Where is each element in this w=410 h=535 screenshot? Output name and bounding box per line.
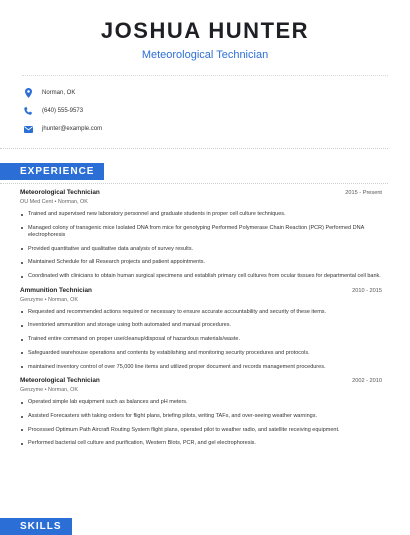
bullet-item: Operated simple lab equipment such as balances and pH meters.: [20, 399, 382, 406]
contact-location: [22, 84, 388, 102]
job-employer-line: [20, 297, 382, 303]
separator-dot: •: [52, 199, 58, 205]
location-text: Norman, OK: [42, 90, 76, 96]
job-title: Meteorological Technician: [20, 377, 100, 385]
contact-phone: [22, 102, 388, 120]
job-header: [20, 287, 382, 294]
location-pin-icon: [23, 88, 33, 98]
job-title: Meteorological Technician: [20, 189, 100, 196]
phone-icon: [23, 106, 33, 116]
bullet-item: Assisted Forecasters with taking orders for flight plans, briefing pilots, writing TAFs, and over-seeing weather warnings.: [20, 413, 382, 420]
job-header: [20, 189, 382, 196]
section-header-skills: SKILLS: [0, 518, 72, 535]
job-employer-line: [20, 199, 382, 205]
candidate-title: Meteorological Technician: [141, 49, 269, 61]
bullet-item: Inventoried ammunition and storage using both automated and manual procedures.: [20, 322, 382, 329]
job-dates: 2015 - Present: [345, 190, 382, 196]
email-text: jhunter@example.com: [42, 126, 103, 132]
section-divider: [0, 183, 388, 184]
email-icon: [23, 124, 33, 134]
bullet-item: Provided quantitative and qualitative data analysis of survey results.: [20, 246, 382, 253]
separator-dot: •: [43, 296, 48, 303]
bullet-item: maintained inventory control of over 75,000 line items and utilized proper document and records management procedures.: [20, 364, 382, 371]
job-dates: 2010 - 2015: [352, 287, 382, 294]
job-location: Norman, OK: [57, 199, 88, 205]
candidate-name: JOSHUA HUNTER: [100, 18, 310, 43]
resume-header: [0, 0, 410, 61]
job-employer: Genzyme: [20, 296, 44, 303]
job-employer: OU Med Cent: [20, 199, 53, 205]
job-entry: [20, 377, 382, 447]
bullet-item: Performed bacterial cell culture and purification, Western Blots, PCR, and gel electrophoresis.: [20, 440, 382, 447]
job-header: [20, 377, 382, 384]
bullet-item: Processed Optimum Path Aircraft Routing System flight plans, operated pilot to weather radio, and satellite receiving equipment.: [20, 427, 382, 434]
job-entry: [20, 189, 382, 280]
bullet-item: Managed colony of transgenic mice Isolated DNA from mice for genotyping Performed Polymerase Chain Reaction (PCR) Performed DNA electrophoresis: [20, 225, 382, 239]
job-bullets: [20, 211, 382, 280]
section-divider: [0, 148, 388, 149]
bullet-item: Coordinated with clinicians to obtain human surgical specimens and establish primary cell cultures from ocular tissues for departmental cell bank.: [20, 273, 382, 280]
job-entry: [20, 287, 382, 371]
job-employer-line: [20, 387, 382, 393]
contact-list: [0, 76, 410, 138]
section-header-experience: EXPERIENCE: [0, 163, 104, 180]
job-bullets: [20, 399, 382, 447]
job-location: Norman, OK: [47, 387, 78, 394]
contact-email: [22, 120, 388, 138]
job-bullets: [20, 309, 382, 371]
job-dates: 2002 - 2010: [352, 378, 382, 385]
job-title: Ammunition Technician: [20, 286, 92, 294]
bullet-item: Requested and recommended actions required or necessary to ensure accurate accountability and security of these items.: [20, 309, 382, 316]
job-employer: Genzyme: [20, 387, 44, 394]
bullet-item: Trained entire command on proper use/cleanup/disposal of hazardous materials/waste.: [20, 336, 382, 343]
bullet-item: Safeguarded warehouse operations and contents by establishing and monitoring security procedures and protocols.: [20, 350, 382, 357]
experience-list: [20, 189, 382, 454]
separator-dot: •: [43, 387, 48, 394]
bullet-item: Trained and supervised new laboratory personnel and graduate students in proper cell culture techniques.: [20, 211, 382, 218]
job-location: Norman, OK: [47, 296, 78, 303]
phone-text: (640) 555-9573: [42, 108, 84, 114]
bullet-item: Maintained Schedule for all Research projects and patient appointments.: [20, 259, 382, 266]
